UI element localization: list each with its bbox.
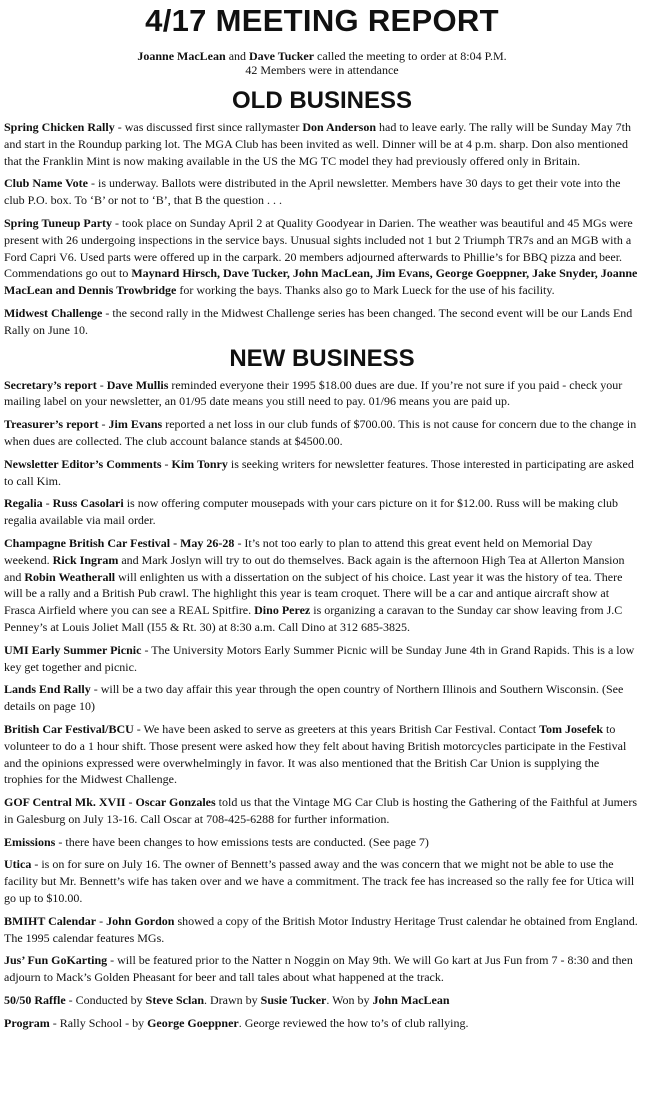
item-program — [4, 1015, 640, 1032]
intro-called-to-order: called the meeting to order at 8:04 P.M. — [314, 49, 507, 63]
item-title: Treasurer’s report — [4, 417, 99, 432]
item-title: Utica — [4, 857, 32, 872]
item-person: Jim Evans — [108, 417, 163, 432]
item-body: - It’s not too early to plan to attend this great event held on Memorial Day weekend. — [4, 535, 593, 567]
item-secretary-report — [4, 377, 640, 411]
item-body: - will be featured prior to the Natter n Noggin on May 9th. We will Go kart at Jus Fun from 7 - 8:30 and then adjourn to Mack’s Golden Pheasant for beer and tall tales about what happened at the track. — [4, 953, 633, 985]
item-body: reminded everyone their 1995 $18.00 dues are due. If you’re not sure if you paid - check your mailing label on your newsletter, an 01/95 date means you still need to pay. 01/96 means you are paid up. — [4, 377, 623, 409]
item-body: reported a net loss in our club funds of $700.00. This is not cause for concern due to the change in when dues are collected. The club account balance stands at $4500.00. — [4, 417, 637, 448]
item-champagne-british-car-festival — [4, 535, 640, 636]
item-title: Jus’ Fun GoKarting — [4, 953, 108, 968]
item-body: and Mark Joslyn will try to out do themselves. Back again is the afternoon High Tea at Allerton Mansion and — [4, 552, 625, 584]
item-title: Lands End Rally — [4, 682, 91, 697]
intro-and: and — [225, 49, 250, 63]
item-body: had to leave early. The rally will be Sunday May 7th and start in the Roundup parking lot. The MGA Club has been invited as well. Dinner will be at 4 p.m. sharp. Don also mentioned that the Franklin Mint is now making available in the US the MG TC model they had previously offered only in Britain. — [4, 120, 631, 168]
intro-attendance: 42 Members were in attendance — [245, 63, 399, 77]
item-title: Spring Tuneup Party — [4, 215, 113, 230]
item-body: - The University Motors Early Summer Picnic will be Sunday June 4th in Grand Rapids. This is a low key get together and picnic. — [4, 642, 635, 674]
item-lands-end-rally — [4, 681, 640, 715]
item-title: Newsletter Editor’s Comments — [4, 456, 162, 471]
item-body: showed a copy of the British Motor Industry Heritage Trust calendar he obtained from England. The 1995 calendar features MGs. — [4, 913, 638, 945]
item-person: Susie Tucker — [260, 993, 327, 1008]
intro-name-dave: Dave Tucker — [249, 49, 315, 63]
item-body: will enlighten us with a dissertation on the subject of his choice. Last year it was the history of tea. There will be a rally and a British Pub crawl. The highlight this year is team croquet. There will be a car and antique aircraft show at Frasca Airfield where you can see a REAL Spitfire. — [4, 569, 623, 618]
item-jus-fun-gokarting — [4, 952, 640, 986]
item-separator: - — [98, 417, 109, 432]
item-person: George Goeppner — [147, 1015, 239, 1030]
item-separator: - — [96, 377, 107, 392]
item-utica — [4, 856, 640, 906]
item-person: Don Anderson — [302, 120, 377, 134]
item-umi-early-summer-picnic — [4, 642, 640, 676]
item-body: - the second rally in the Midwest Challenge series has been changed. The second event will be our Lands End Rally on June 10. — [4, 305, 633, 337]
item-spring-chicken-rally — [4, 119, 640, 169]
item-body: to volunteer to do a 1 hour shift. Those present were asked how they felt about having British motorcycles participate in the Festival and the opinions expressed were overwhelmingly in favor. It was also mentioned that the British Car Union is supplying the trophies for the Midwest Challenge. — [4, 721, 627, 787]
item-person: Robin Weatherall — [24, 569, 116, 584]
item-title: 50/50 Raffle — [4, 993, 66, 1008]
item-person: John MacLean — [372, 993, 450, 1008]
item-title: GOF Central Mk. XVII — [4, 795, 126, 810]
item-person: Tom Josefek — [539, 721, 604, 736]
item-body: . George reviewed the how to’s of club rallying. — [238, 1015, 469, 1030]
item-title: Emissions — [4, 834, 56, 849]
item-person: Dino Perez — [254, 603, 311, 618]
item-british-car-festival-bcu — [4, 721, 640, 788]
meeting-intro — [4, 49, 640, 77]
item-body: . Won by — [326, 993, 373, 1008]
item-person: Maynard Hirsch, Dave Tucker, John MacLean, Jim Evans, George Goeppner, Jake Snyder, Joanne MacLean and Dennis Trowbridge — [4, 266, 638, 298]
item-body: . Drawn by — [204, 993, 261, 1008]
report-title: 4/17 MEETING REPORT — [145, 3, 499, 38]
item-50-50-raffle — [4, 992, 640, 1009]
item-person: Kim Tonry — [171, 456, 228, 471]
item-separator: - — [161, 456, 172, 471]
item-separator: - — [42, 496, 53, 511]
item-gof-central — [4, 794, 640, 828]
item-separator: - — [125, 795, 136, 810]
item-body: - there have been changes to how emissions tests are conducted. (See page 7) — [55, 834, 429, 849]
item-bmiht-calendar — [4, 913, 640, 947]
item-body: - is on for sure on July 16. The owner of Bennett’s passed away and the was concern that we might not be able to use the facility but Mr. Bennett’s wife has taken over and we have a commitment. The track fee has increased so the rally fee for Utica will go up to $10.00. — [4, 857, 635, 906]
item-body: is organizing a caravan to the Sunday car show leaving from J.C Penney’s at Louis Joliet Mall (I55 & Rt. 30) at 8:30 a.m. Call Dino at 312 685-3825. — [4, 603, 623, 634]
item-body: told us that the Vintage MG Car Club is hosting the Gathering of the Faithful at Jumers in Galesburg on July 13-16. Call Oscar at 708-425-6288 for further information. — [4, 795, 637, 826]
item-title: British Car Festival/BCU — [4, 721, 134, 736]
item-body: for working the bays. Thanks also go to Mark Lueck for the use of his facility. — [176, 283, 555, 298]
item-body: - We have been asked to serve as greeters at this years British Car Festival. Contact — [133, 721, 540, 736]
item-body: - Conducted by — [65, 993, 146, 1008]
item-title: Program — [4, 1015, 50, 1030]
item-title: Regalia — [4, 496, 43, 511]
item-body: - Rally School - by — [49, 1015, 148, 1030]
item-treasurer-report — [4, 416, 640, 450]
item-person: Steve Sclan — [145, 993, 204, 1008]
item-body: - will be a two day affair this year through the open country of Northern Illinois and Southern Wisconsin. (See details on page 10) — [4, 682, 624, 714]
item-regalia — [4, 495, 640, 529]
item-body: - was discussed first since rallymaster — [114, 120, 303, 134]
item-title: Midwest Challenge — [4, 305, 103, 320]
item-newsletter-editor-comments — [4, 456, 640, 490]
item-person: Rick Ingram — [52, 552, 119, 567]
item-title: Secretary’s report — [4, 377, 97, 392]
item-spring-tuneup-party — [4, 215, 640, 299]
item-emissions — [4, 834, 640, 851]
item-person: Dave Mullis — [106, 377, 169, 392]
item-body: is now offering computer mousepads with your cars picture on it for $12.00. Russ will be making club regalia available via mail order. — [4, 496, 619, 528]
item-title: Club Name Vote — [4, 176, 89, 191]
old-business-heading: OLD BUSINESS — [231, 87, 413, 114]
item-title: UMI Early Summer Picnic — [4, 642, 142, 657]
item-title: Spring Chicken Rally — [4, 120, 115, 134]
item-separator: - — [96, 913, 107, 928]
item-person: Oscar Gonzales — [135, 795, 216, 810]
item-title: BMIHT Calendar — [4, 913, 97, 928]
item-title: Champagne British Car Festival - May 26-28 — [4, 535, 235, 550]
new-business-heading: NEW BUSINESS — [229, 344, 415, 372]
intro-name-joanne: Joanne MacLean — [137, 49, 226, 63]
item-body: - took place on Sunday April 2 at Quality Goodyear in Darien. The weather was beautiful and 45 MGs were present with 26 undergoing inspections in the service bays. Unusual sights included not 1 but 2 Triumph TR7s and an MGB with a Ford Capri V6. Used parts were offered up in the carpark. 20 members adjourned afterwards to Phillie’s for BBQ pizza and beer. Commendations go out to — [4, 215, 633, 281]
item-club-name-vote — [4, 175, 640, 209]
item-body: - is underway. Ballots were distributed in the April newsletter. Members have 30 days to get their vote into the club P.O. box. To ‘B’ or not to ‘B’, that B the question . . . — [4, 176, 621, 208]
item-person: John Gordon — [106, 913, 175, 928]
item-midwest-challenge — [4, 305, 640, 339]
item-person: Russ Casolari — [52, 496, 124, 511]
item-body: is seeking writers for newsletter features. Those interested in participating are asked to call Kim. — [4, 456, 634, 488]
